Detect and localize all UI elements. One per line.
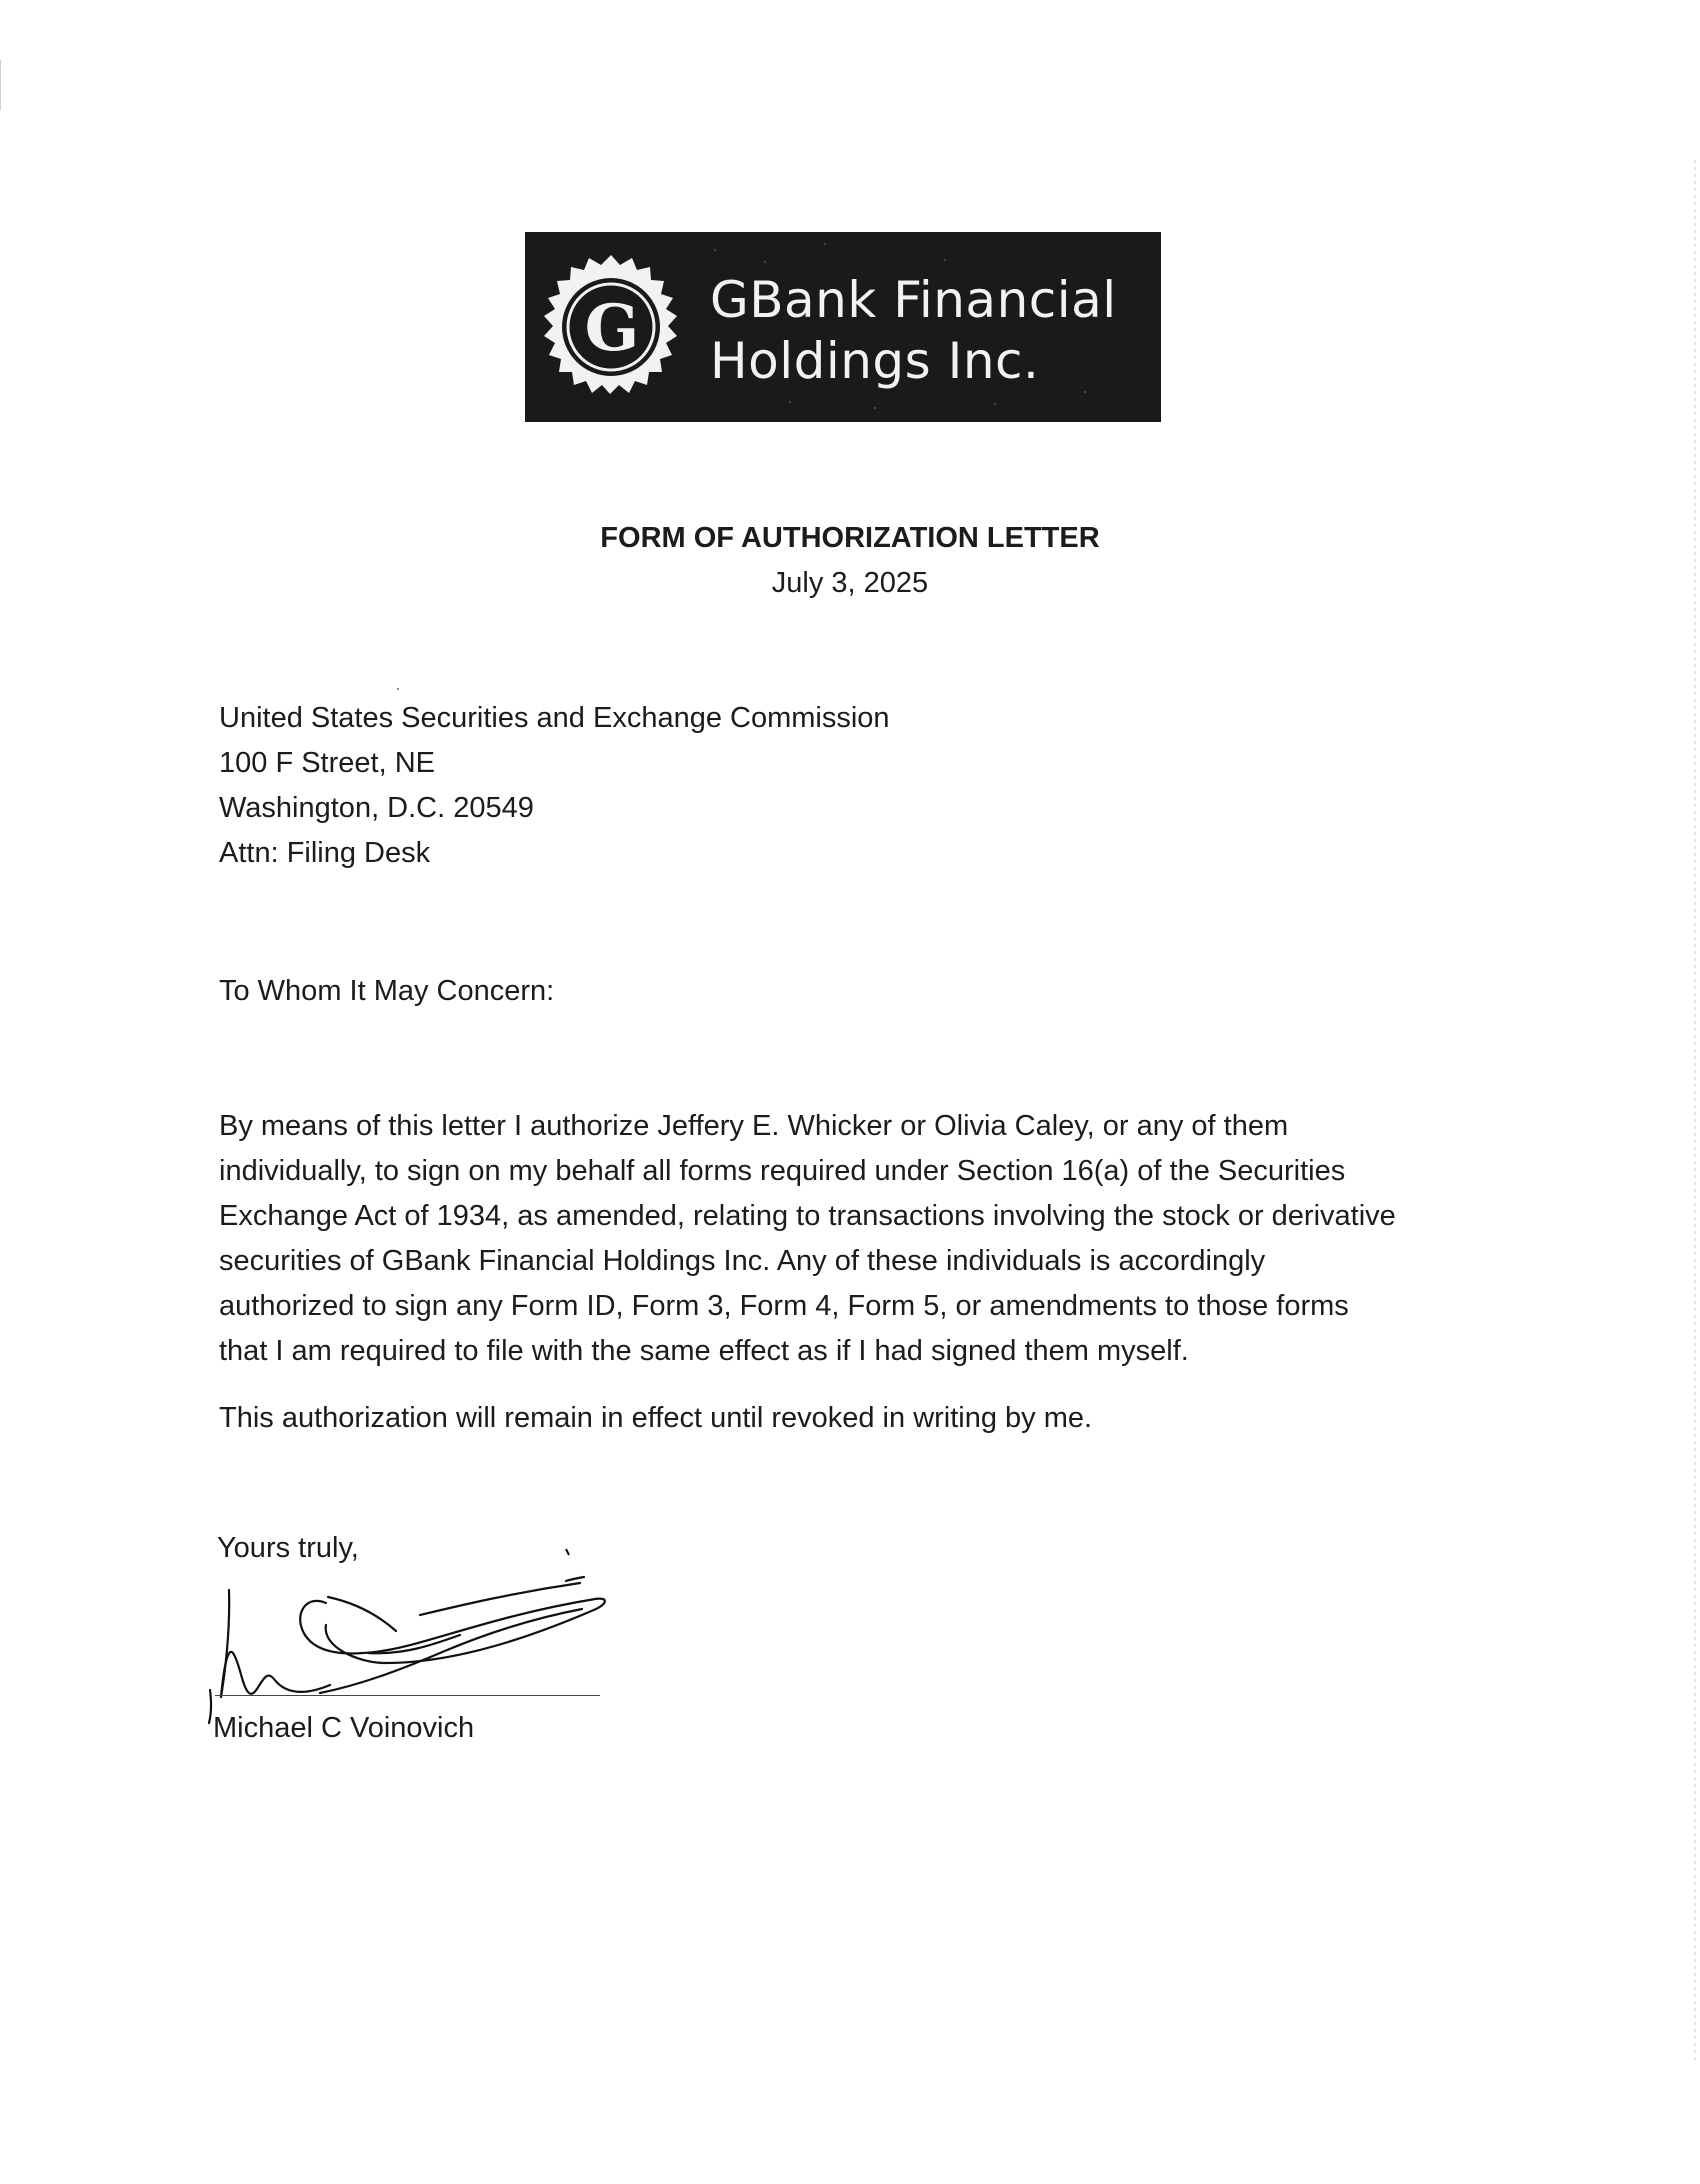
signer-name: Michael C Voinovich (213, 1712, 475, 1744)
scan-edge-mark (0, 60, 1, 110)
valediction: Yours truly, (217, 1532, 359, 1564)
body-paragraph-1-line: Exchange Act of 1934, as amended, relating to transactions involving the stock or derivative (219, 1200, 1396, 1232)
document-title: FORM OF AUTHORIZATION LETTER (600, 522, 1100, 554)
svg-text:G: G (584, 291, 640, 366)
scan-speck (397, 688, 399, 690)
recipient-line: United States Securities and Exchange Commission (219, 702, 890, 734)
body-paragraph-1-line: securities of GBank Financial Holdings Inc. Any of these individuals is accordingly (219, 1245, 1266, 1277)
logo-company-name-line-2: Holdings Inc. (710, 332, 1040, 390)
logo-company-name-line-1: GBank Financial (710, 271, 1117, 329)
recipient-line: Washington, D.C. 20549 (219, 792, 534, 824)
body-paragraph-1-line: that I am required to file with the same effect as if I had signed them myself. (219, 1335, 1189, 1367)
recipient-line: Attn: Filing Desk (219, 837, 431, 869)
body-paragraph-1-line: By means of this letter I authorize Jeffery E. Whicker or Olivia Caley, or any of them (219, 1110, 1289, 1142)
scan-edge-mark (1694, 160, 1696, 2060)
body-paragraph-1-line: authorized to sign any Form ID, Form 3, Form 4, Form 5, or amendments to those forms (219, 1290, 1349, 1322)
company-logo (525, 232, 1161, 422)
document-date: July 3, 2025 (771, 567, 929, 599)
body-paragraph-1-line: individually, to sign on my behalf all forms required under Section 16(a) of the Securities (219, 1155, 1346, 1187)
handwritten-signature (200, 1535, 620, 1735)
body-paragraph-2: This authorization will remain in effect until revoked in writing by me. (219, 1402, 1093, 1434)
salutation: To Whom It May Concern: (219, 975, 555, 1007)
signature-line (215, 1695, 600, 1696)
recipient-line: 100 F Street, NE (219, 747, 435, 779)
